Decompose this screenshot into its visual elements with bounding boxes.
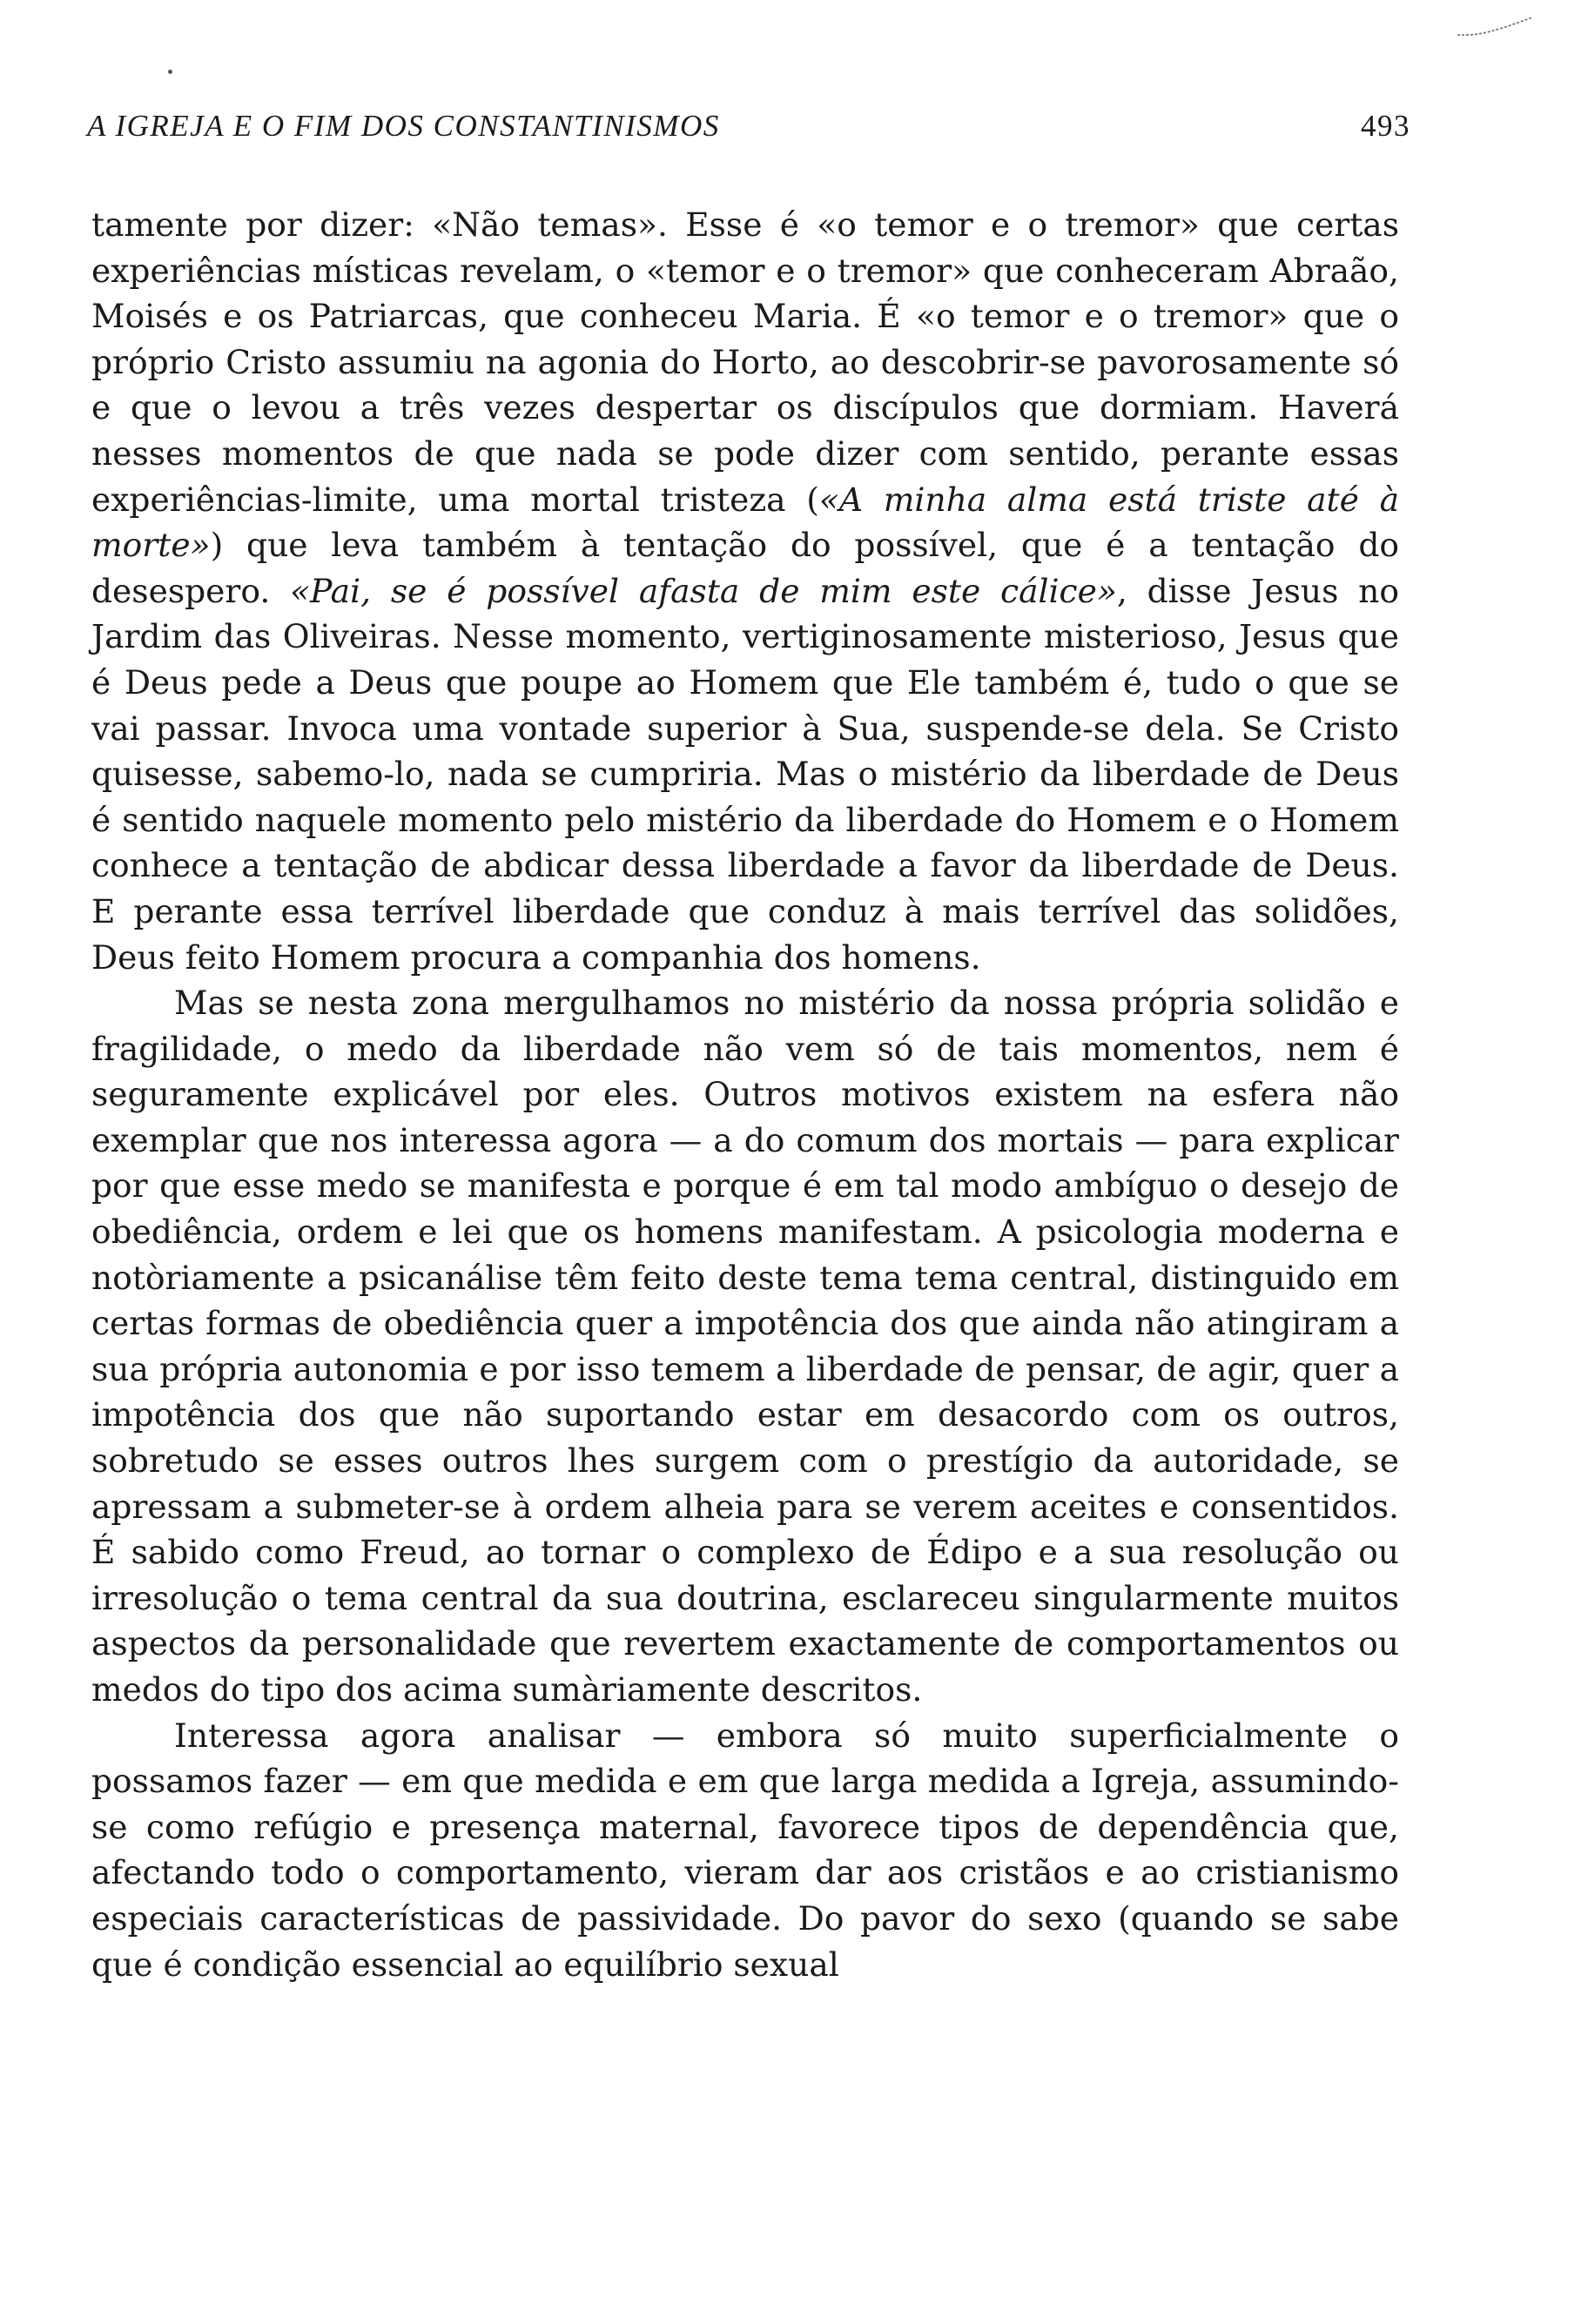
corner-pencil-mark [1456,16,1534,42]
print-speck [168,70,172,74]
paragraph [91,1713,1399,1988]
text-run: tamente por dizer: «Não temas». Esse é «o temor e o tremor» que certas experiências místicas revelam, o «temor e o tremor» que conheceram Abraão, Moisés e os Patriarcas, que conheceu Maria. É «o temor e o tremor» que o próprio Cristo assumiu na agonia do Horto, ao descobrir-se pavorosamente só e que o levou a três vezes despertar os discípulos que dormiam. Haverá nesses momentos de que nada se pode dizer com sentido, perante essas experiências-limite, uma mortal tristeza ( [91,205,1399,519]
body-text [91,202,1399,1987]
italic-quotation: «Pai, se é possível afasta de mim este cálice» [290,571,1117,610]
text-run: Mas se nesta zona mergulhamos no mistério da nossa própria solidão e fragilidade, o medo da liberdade não vem só de tais momentos, nem é seguramente explicável por eles. Outros motivos existem na esfera não exemplar que nos interessa agora — a do comum dos mortais — para explicar por que esse medo se manifesta e porque é em tal modo ambíguo o desejo de obediência, ordem e lei que os homens manifestam. A psicologia moderna e notòriamente a psicanálise têm feito deste tema tema central, distinguido em certas formas de obediência quer a impotência dos que ainda não atingiram a sua própria autonomia e por isso temem a liberdade de pensar, de agir, quer a impotência dos que não suportando estar em desacordo com os outros, sobretudo se esses outros lhes surgem com o prestígio da autoridade, se apressam a submeter-se à ordem alheia para se verem aceites e consentidos. É sabido como Freud, ao tornar o complexo de Édipo e a sua resolução ou irresolução o tema central da sua doutrina, esclareceu singularmente muitos aspectos da personalidade que revertem exactamente de comportamentos ou medos do tipo dos acima sumàriamente descritos. [91,984,1399,1709]
running-header [87,109,1410,152]
text-run: Interessa agora analisar — embora só muito superficialmente o possamos fazer — em que medida e em que larga medida a Igreja, assumindo-se como refúgio e presença maternal, favorece tipos de dependência que, afectando todo o comportamento, vieram dar aos cristãos e ao cristianismo especiais características de passividade. Do pavor do sexo (quando se sabe que é condição essencial ao equilíbrio sexual [91,1716,1399,1984]
paragraph [91,980,1399,1713]
italic-quotation: «A minha alma está triste até à morte» [91,480,1399,565]
page-number: 493 [1361,109,1410,143]
paragraph [91,202,1399,980]
running-title: A IGREJA E O FIM DOS CONSTANTINISMOS [87,109,720,143]
text-run: ) que leva também à tentação do possível, que é a tentação do desespero. [91,526,1399,610]
text-run: , disse Jesus no Jardim das Oliveiras. Nesse momento, vertiginosamente misterioso, Jesus que é Deus pede a Deus que poupe ao Homem que Ele também é, tudo o que se vai passar. Invoca uma vontade superior à Sua, suspende-se dela. Se Cristo quisesse, sabemo-lo, nada se cumpriria. Mas o mistério da liberdade de Deus é sentido naquele momento pelo mistério da liberdade do Homem e o Homem conhece a tentação de abdicar dessa liberdade a favor da liberdade de Deus. E perante essa terrível liberdade que conduz à mais terrível das solidões, Deus feito Homem procura a companhia dos homens. [91,571,1399,977]
